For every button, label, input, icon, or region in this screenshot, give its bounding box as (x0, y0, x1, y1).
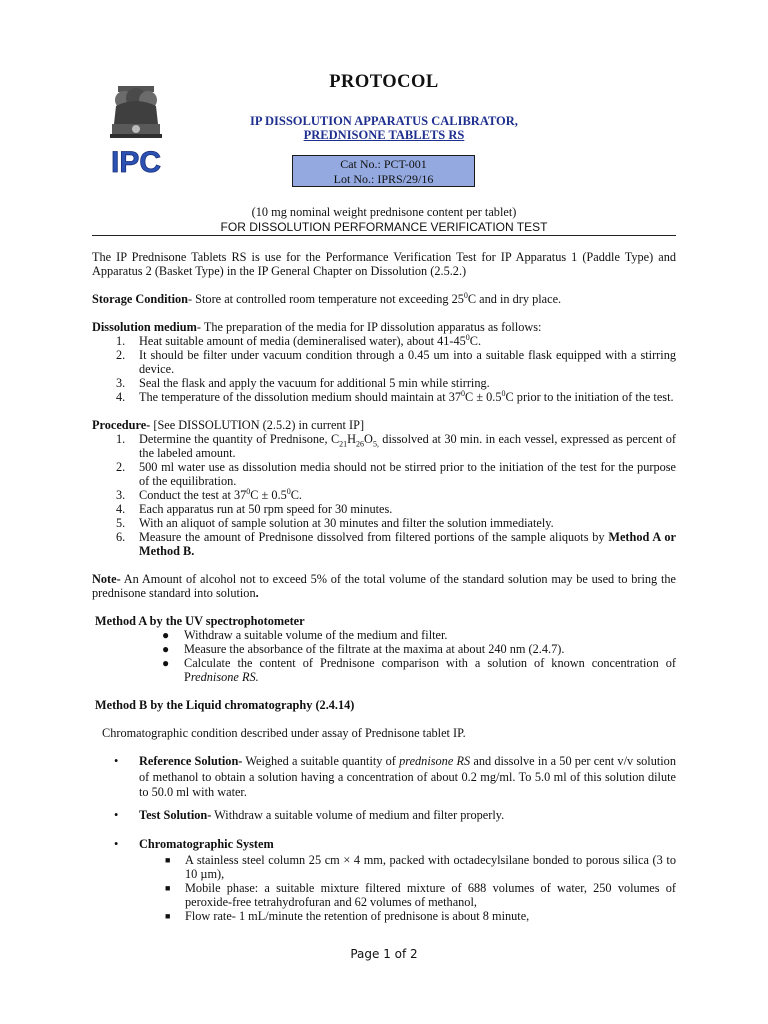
list-item: ● Calculate the content of Prednisone comparison with a solution of known concentration of Prednisone RS. (162, 656, 676, 684)
procedure-heading: Procedure- [See DISSOLUTION (2.5.2) in current IP] (92, 418, 365, 432)
cat-number: Cat No.: PCT-001 (340, 157, 427, 171)
purpose-line: FOR DISSOLUTION PERFORMANCE VERIFICATION TEST (220, 220, 548, 234)
svg-text:IPC: IPC (110, 146, 162, 179)
test-solution-item: • Test Solution- Withdraw a suitable volume of medium and filter properly. (114, 807, 505, 822)
list-item: 6. Measure the amount of Prednisone dissolved from filtered portions of the sample aliquots by Method A or Method B. (116, 530, 676, 558)
subtitle-line2: PREDNISONE TABLETS RS (303, 128, 465, 142)
storage-condition: Storage Condition- Store at controlled room temperature not exceeding $25^0C$ and in dry place. (92, 290, 562, 306)
bullet-icon: • (114, 807, 119, 822)
list-item: 3. Seal the flask and apply the vacuum for additional 5 min while stirring. (116, 376, 490, 390)
method-a-heading: Method A by the UV spectrophotometer (95, 614, 305, 628)
square-bullet-icon: ■ (165, 882, 171, 893)
list-item: ■ A stainless steel column 25 cm × 4 mm, packed with octadecylsilane bonded to porous silica (3 to 10 µm), (165, 852, 676, 881)
list-item: 3. Conduct the test at $37^0C \pm 0.5^0C$. (116, 486, 303, 502)
nominal-content-line: (10 mg nominal weight prednisone content per tablet) (251, 205, 517, 219)
square-bullet-icon: ■ (165, 910, 171, 921)
chromatographic-condition: Chromatographic condition described under assay of Prednisone tablet IP. (102, 726, 466, 740)
intro-paragraph: The IP Prednisone Tablets RS is use for the Performance Verification Test for IP Apparatus 1 (Paddle Type) and Apparatus 2 (Basket Type) in the IP General Chapter on Dissolution (2.5.2.) (92, 250, 676, 278)
medium-list (92, 334, 676, 404)
list-item: 1. Determine the quantity of Prednisone, $C_{21}H_{26}O_{5,}$ dissolved at 30 min. in each vessel, expressed as percent of the labeled amount. (116, 432, 677, 460)
note-paragraph: Note- An Amount of alcohol not to exceed 5% of the total volume of the standard solution may be used to bring the prednisone standard into solution. (92, 572, 676, 600)
list-item: 4. Each apparatus run at 50 rpm speed for 30 minutes. (116, 502, 393, 516)
list-item: ● Withdraw a suitable volume of the medium and filter. (162, 628, 448, 642)
lot-number: Lot No.: IPRS/29/16 (333, 172, 434, 186)
bullet-icon: ● (162, 642, 170, 656)
document-body (92, 250, 676, 923)
list-item: 1. Heat suitable amount of media (demineralised water), about $41-45^0C$. (116, 332, 482, 348)
bullet-icon: ● (162, 628, 170, 642)
bullet-icon: ● (162, 656, 170, 670)
catalog-box (292, 155, 475, 187)
header-divider (92, 235, 676, 236)
bullet-icon: • (114, 754, 119, 768)
page-number: Page 1 of 2 (350, 947, 418, 961)
subtitle-line1: IP DISSOLUTION APPARATUS CALIBRATOR, (250, 114, 518, 128)
procedure-list (92, 432, 676, 558)
dissolution-medium: Dissolution medium- The preparation of the media for IP dissolution apparatus as follows: (92, 320, 542, 334)
method-b-heading: Method B by the Liquid chromatography (2.4.14) (95, 698, 355, 712)
list-item: ● Measure the absorbance of the filtrate at the maxima at about 240 nm (2.4.7). (162, 642, 565, 656)
reference-solution-item: • Reference Solution- Weighed a suitable quantity of prednisone RS and dissolve in a 50 per cent v/v solution of methanol to obtain a solution having a concentration of about 0.2 mg/ml. To 5.0 ml of this solution dilute to 50.0 ml with water. (114, 754, 676, 799)
square-bullet-icon: ■ (165, 854, 171, 865)
list-item: 2. It should be filter under vacuum condition through a 0.45 um into a suitable flask equipped with a stirring device. (116, 348, 676, 376)
list-item: 5. With an aliquot of sample solution at 30 minutes and filter the solution immediately. (116, 516, 554, 530)
page-title: PROTOCOL (329, 72, 439, 92)
list-item: ■ Mobile phase: a suitable mixture filtered mixture of 688 volumes of water, 250 volumes of peroxide-free tetrahydrofuran and 62 volumes of methanol, (165, 880, 676, 909)
list-item: ■ Flow rate- 1 mL/minute the retention of prednisone is about 8 minute, (165, 908, 530, 923)
bullet-icon: • (114, 837, 119, 851)
chromatographic-system-item: • Chromatographic System (114, 837, 274, 851)
list-item: 2. 500 ml water use as dissolution media should not be stirred prior to the initiation of the test for the purpose of the equilibration. (116, 460, 676, 488)
list-item: 4. The temperature of the dissolution medium should maintain at $37^0C \pm 0.5^0C$ prior to the initiation of the test. (116, 388, 674, 404)
